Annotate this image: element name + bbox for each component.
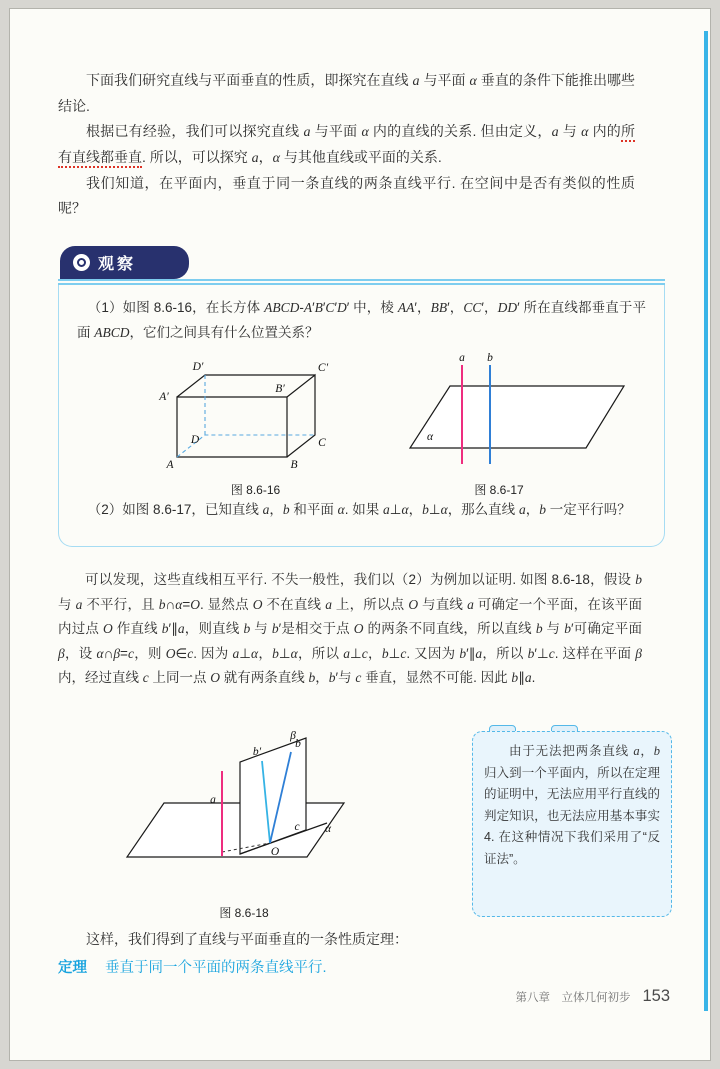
textbook-page xyxy=(9,8,711,1061)
figure-caption-18: 图 8.6-18 xyxy=(219,906,269,920)
figure-8-6-18 xyxy=(114,727,364,921)
page-footer xyxy=(58,987,670,1006)
vertex-label-B: B xyxy=(290,459,298,471)
label-b-prime: b′ xyxy=(252,746,261,758)
page-accent-bar xyxy=(704,31,708,1011)
label-a: a xyxy=(459,352,465,364)
figure-8-6-16 xyxy=(153,359,358,498)
figure-caption-16: 图 8.6-16 xyxy=(230,483,281,497)
cuboid-right-face xyxy=(287,375,315,457)
vertex-label-D: D xyxy=(190,434,200,446)
figure-8-6-17 xyxy=(406,350,636,498)
chapter-title: 第八章 立体几何初步 xyxy=(515,992,631,1004)
observe-box xyxy=(58,246,665,547)
intro-paragraph-1: 下面我们研究直线与平面垂直的性质，即探究在直线 a 与平面 α 垂直的条件下能推出哪些结论. xyxy=(58,72,636,114)
vertex-label-C: C xyxy=(318,437,326,449)
proof-paragraph: 可以发现，这些直线相互平行. 不失一般性，我们以（2）为例加以证明. 如图 8.6-18，假设 b 与 a 不平行，且 b∩α=O. 显然点 O 不在直线 a 上，所以点 O 与直线 a 可确定一个平面，在该平面内过点 O 作直线 b′∥a，则直线 b 与 b′是相交于点 O 的两条不同直线，所以直线 b 与 b′可确定平面 β，设 α∩β=c，则 O∈c. 因为 a⊥α，b⊥α，所以 a⊥c，b⊥c. 又因为 b′∥a，所以 b′⊥c. 这样在平面 β 内，经过直线 c 上同一点 O 就有两条直线 b，b′与 c 垂直，显然不可能. 因此 b∥a. xyxy=(58,572,642,686)
observe-body xyxy=(58,285,665,547)
label-c: c xyxy=(293,821,300,833)
plane-lines-figure xyxy=(406,350,636,474)
intro-paragraph-2: 根据已有经验，我们可以探究直线 a 与平面 α 内的直线的关系. 但由定义，a 与 α 内的所有直线都垂直. 所以，可以探究 a，α 与其他直线或平面的关系. xyxy=(58,123,636,166)
plane-alpha-shape xyxy=(127,803,344,857)
proof-figure xyxy=(122,727,357,897)
label-b: b xyxy=(487,352,493,364)
label-a: a xyxy=(209,794,216,806)
target-icon xyxy=(73,254,90,271)
vertex-label-A: A xyxy=(166,459,174,471)
observe-question-1: （1）如图 8.6-16，在长方体 ABCD-A′B′C′D′ 中，棱 AA′，BB′，CC′，DD′ 所在直线都垂直于平面 ABCD，它们之间具有什么位置关系？ xyxy=(77,300,646,340)
note-box xyxy=(472,731,672,917)
label-O: O xyxy=(270,846,279,858)
observe-header xyxy=(60,246,189,279)
note-text: 由于无法把两条直线 a，b 归入到一个平面内，所以在定理的证明中，无法应用平行直线的判定知识，也无法应用基本事实 4. 在这种情况下我们采用了“反证法”。 xyxy=(484,744,660,866)
page-number: 153 xyxy=(642,987,670,1005)
vertex-label-C-prime: C′ xyxy=(317,362,329,374)
observe-rule-top xyxy=(58,279,665,281)
conclusion-paragraph: 这样，我们得到了直线与平面垂直的一条性质定理： xyxy=(86,931,408,947)
intro-paragraph-3: 我们知道，在平面内，垂直于同一条直线的两条直线平行. 在空间中是否有类似的性质呢？ xyxy=(58,175,635,216)
observe-title: 观察 xyxy=(98,256,137,273)
intro-section xyxy=(58,68,635,221)
cuboid-top-edges xyxy=(177,375,315,397)
theorem-statement xyxy=(58,956,638,977)
vertex-label-D-prime: D′ xyxy=(192,361,204,373)
cuboid-figure xyxy=(153,359,358,474)
label-alpha: α xyxy=(324,823,331,835)
figure-caption-17: 图 8.6-17 xyxy=(474,483,524,497)
theorem-text: 垂直于同一个平面的两条直线平行. xyxy=(105,960,327,976)
target-icon-core xyxy=(77,258,86,267)
vertex-label-A-prime: A′ xyxy=(159,391,169,403)
cuboid-front-face xyxy=(177,397,287,457)
vertex-label-B-prime: B′ xyxy=(275,383,285,395)
observe-question-2: （2）如图 8.6-17，已知直线 a，b 和平面 α. 如果 a⊥α，b⊥α，那么直线 a，b 一定平行吗？ xyxy=(87,502,631,517)
side-note xyxy=(472,725,672,921)
theorem-label: 定理 xyxy=(58,960,87,976)
label-b: b xyxy=(294,738,301,750)
plane-alpha-shape xyxy=(410,386,624,448)
label-alpha: α xyxy=(426,431,434,443)
figure-row xyxy=(77,345,646,498)
label-beta: β xyxy=(289,730,296,742)
